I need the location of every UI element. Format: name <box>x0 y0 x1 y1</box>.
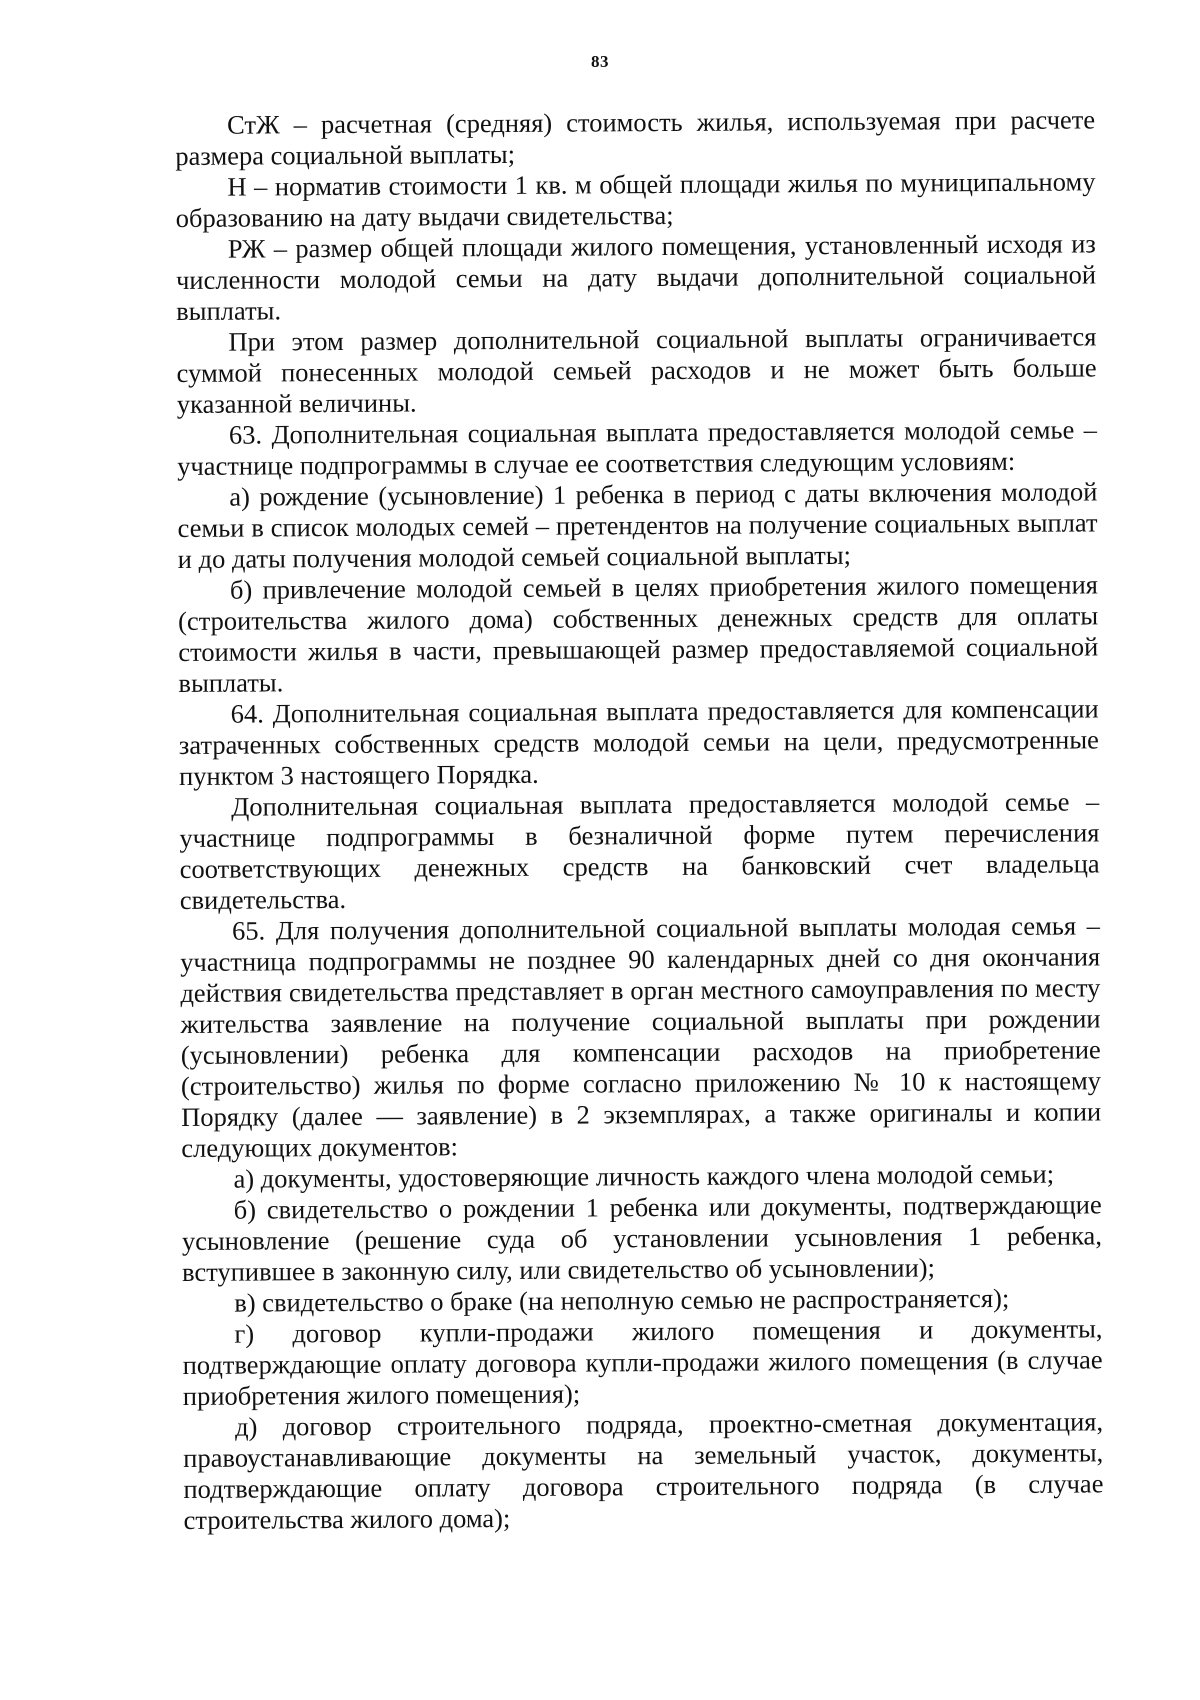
page-number: 83 <box>591 52 609 71</box>
paragraph-n-definition: Н – норматив стоимости 1 кв. м общей площади жилья по муниципальному образованию на дату выдачи свидетельства; <box>175 166 1096 233</box>
paragraph-item-65-b: б) свидетельство о рождении 1 ребенка или документы, подтверждающие усыновление (решение суда об установлении усыновления 1 ребенка, вступившее в законную силу, или свидетельство об усыновлении); <box>181 1189 1102 1287</box>
paragraph-item-65-v: в) свидетельство о браке (на неполную семью не распространяется); <box>234 1282 1010 1318</box>
paragraph-item-65-a: а) документы, удостоверяющие личность каждого члена молодой семьи; <box>233 1158 1055 1194</box>
paragraph-item-63-b: б) привлечение молодой семьей в целях приобретения жилого помещения (строительства жилого дома) собственных денежных средств для оплаты стоимости жилья в части, превышающей размер предоставляемой социальной выплаты. <box>178 569 1099 698</box>
document-body <box>175 104 1104 1536</box>
paragraph-item-64: 64. Дополнительная социальная выплата предоставляется для компенсации затраченных собственных средств молодой семьи на цели, предусмотренные пунктом 3 настоящего Порядка. <box>178 693 1099 791</box>
paragraph-item-63: 63. Дополнительная социальная выплата предоставляется молодой семье – участнице подпрограммы в случае ее соответствия следующим условиям: <box>177 414 1098 481</box>
paragraph-item-65-d: д) договор строительного подряда, проектно-сметная документация, правоустанавливающие документы на земельный участок, документы, подтверждающие оплату договора строительного подряда (в случае строительства жилого дома); <box>183 1406 1104 1535</box>
paragraph-item-65: 65. Для получения дополнительной социальной выплаты молодая семья – участница подпрограммы не позднее 90 календарных дней со дня окончания действия свидетельства представляет в орган местного самоуправления по месту жительства заявление на получение социальной выплаты при рождении (усыновлении) ребенка для компенсации расходов на приобретение (строительство) жилья по форме согласно приложению № 10 к настоящему Порядку (далее — заявление) в 2 экземплярах, а также оригиналы и копии следующих документов: <box>180 910 1102 1163</box>
paragraph-payment-limit: При этом размер дополнительной социальной выплаты ограничивается суммой понесенных молодой семьей расходов и не может быть больше указанной величины. <box>176 321 1097 419</box>
paragraph-item-64-transfer: Дополнительная социальная выплата предоставляется молодой семье – участнице подпрограммы в безналичной форме путем перечисления соответствующих денежных средств на банковский счет владельца свидетельства. <box>179 786 1100 915</box>
paragraph-stzh-definition: СтЖ – расчетная (средняя) стоимость жилья, используемая при расчете размера социальной выплаты; <box>175 104 1096 171</box>
paragraph-item-63-a: а) рождение (усыновление) 1 ребенка в период с даты включения молодой семьи в список молодых семей – претендентов на получение социальных выплат и до даты получения молодой семьей социальной выплаты; <box>177 476 1098 574</box>
paragraph-item-65-g: г) договор купли-продажи жилого помещения и документы, подтверждающие оплату договора купли-продажи жилого помещения (в случае приобретения жилого помещения); <box>182 1313 1103 1411</box>
paragraph-rzh-definition: РЖ – размер общей площади жилого помещения, установленный исходя из численности молодой семьи на дату выдачи дополнительной социальной выплаты. <box>175 228 1097 326</box>
